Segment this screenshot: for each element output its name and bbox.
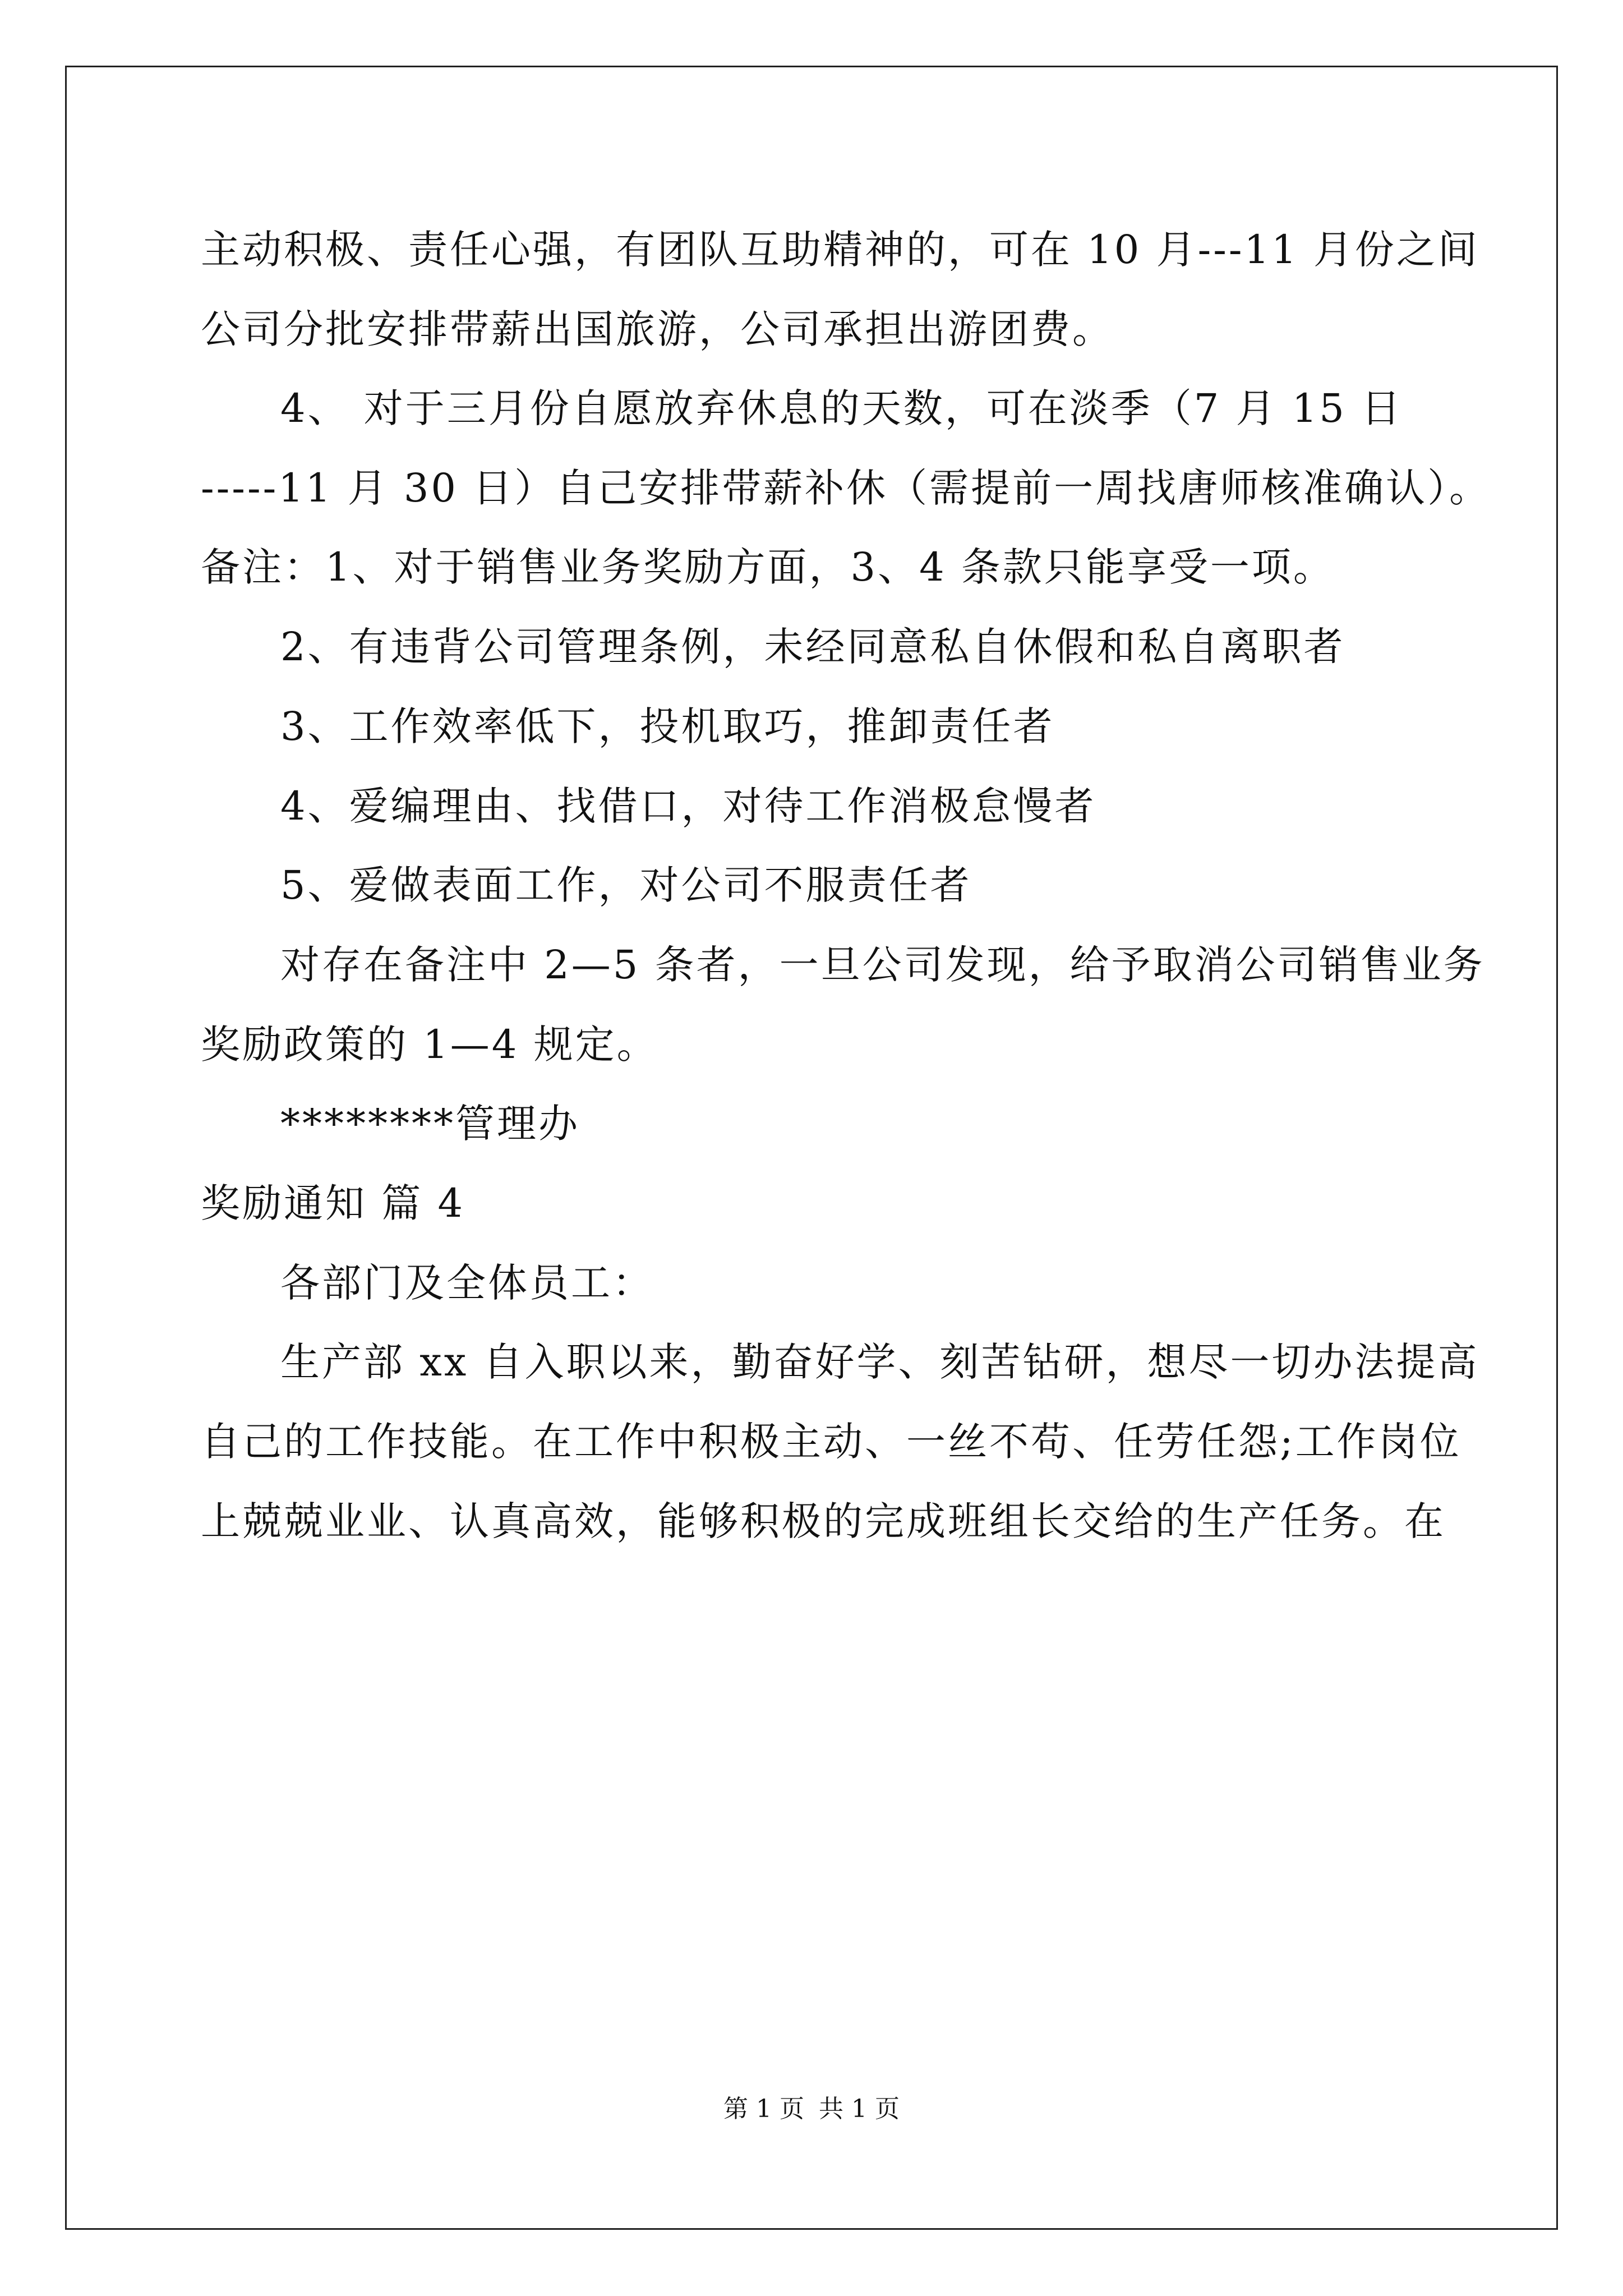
text-line-14: 各部门及全体员工： xyxy=(280,1260,654,1306)
text-line-6: 2、有违背公司管理条例，未经同意私自休假和私自离职者 xyxy=(280,624,1345,670)
text-line-8: 4、爱编理由、找借口，对待工作消极怠慢者 xyxy=(280,783,1096,829)
text-line-16: 自己的工作技能。在工作中积极主动、一丝不苟、任劳任怨;工作岗位 xyxy=(201,1419,1461,1465)
text-line-4: -----11 月 30 日）自己安排带薪补休（需提前一周找唐师核准确认）。 xyxy=(201,465,1491,511)
text-line-1: 主动积极、责任心强，有团队互助精神的，可在 10 月---11 月份之间 xyxy=(201,227,1479,273)
page-total: 共 1 页 xyxy=(819,2095,900,2123)
text-line-7: 3、工作效率低下，投机取巧，推卸责任者 xyxy=(280,703,1055,749)
text-line-2: 公司分批安排带薪出国旅游，公司承担出游团费。 xyxy=(201,306,1114,352)
section-heading: 奖励通知 篇 4 xyxy=(201,1180,465,1226)
text-line-5: 备注：1、对于销售业务奖励方面，3、4 条款只能享受一项。 xyxy=(201,544,1335,590)
page-footer xyxy=(0,2092,1623,2126)
text-line-12: ********管理办 xyxy=(280,1101,580,1147)
text-line-9: 5、爱做表面工作，对公司不服责任者 xyxy=(280,862,972,908)
text-line-3: 4、 对于三月份自愿放弃休息的天数，可在淡季（7 月 15 日 xyxy=(280,385,1403,431)
text-line-10: 对存在备注中 2—5 条者，一旦公司发现，给予取消公司销售业务 xyxy=(280,942,1485,988)
text-line-17: 上兢兢业业、认真高效，能够积极的完成班组长交给的生产任务。在 xyxy=(201,1498,1446,1544)
text-line-11: 奖励政策的 1—4 规定。 xyxy=(201,1022,658,1068)
page-number: 第 1 页 xyxy=(723,2095,804,2123)
text-line-15: 生产部 xx 自入职以来，勤奋好学、刻苦钻研，想尽一切办法提高 xyxy=(280,1339,1479,1385)
